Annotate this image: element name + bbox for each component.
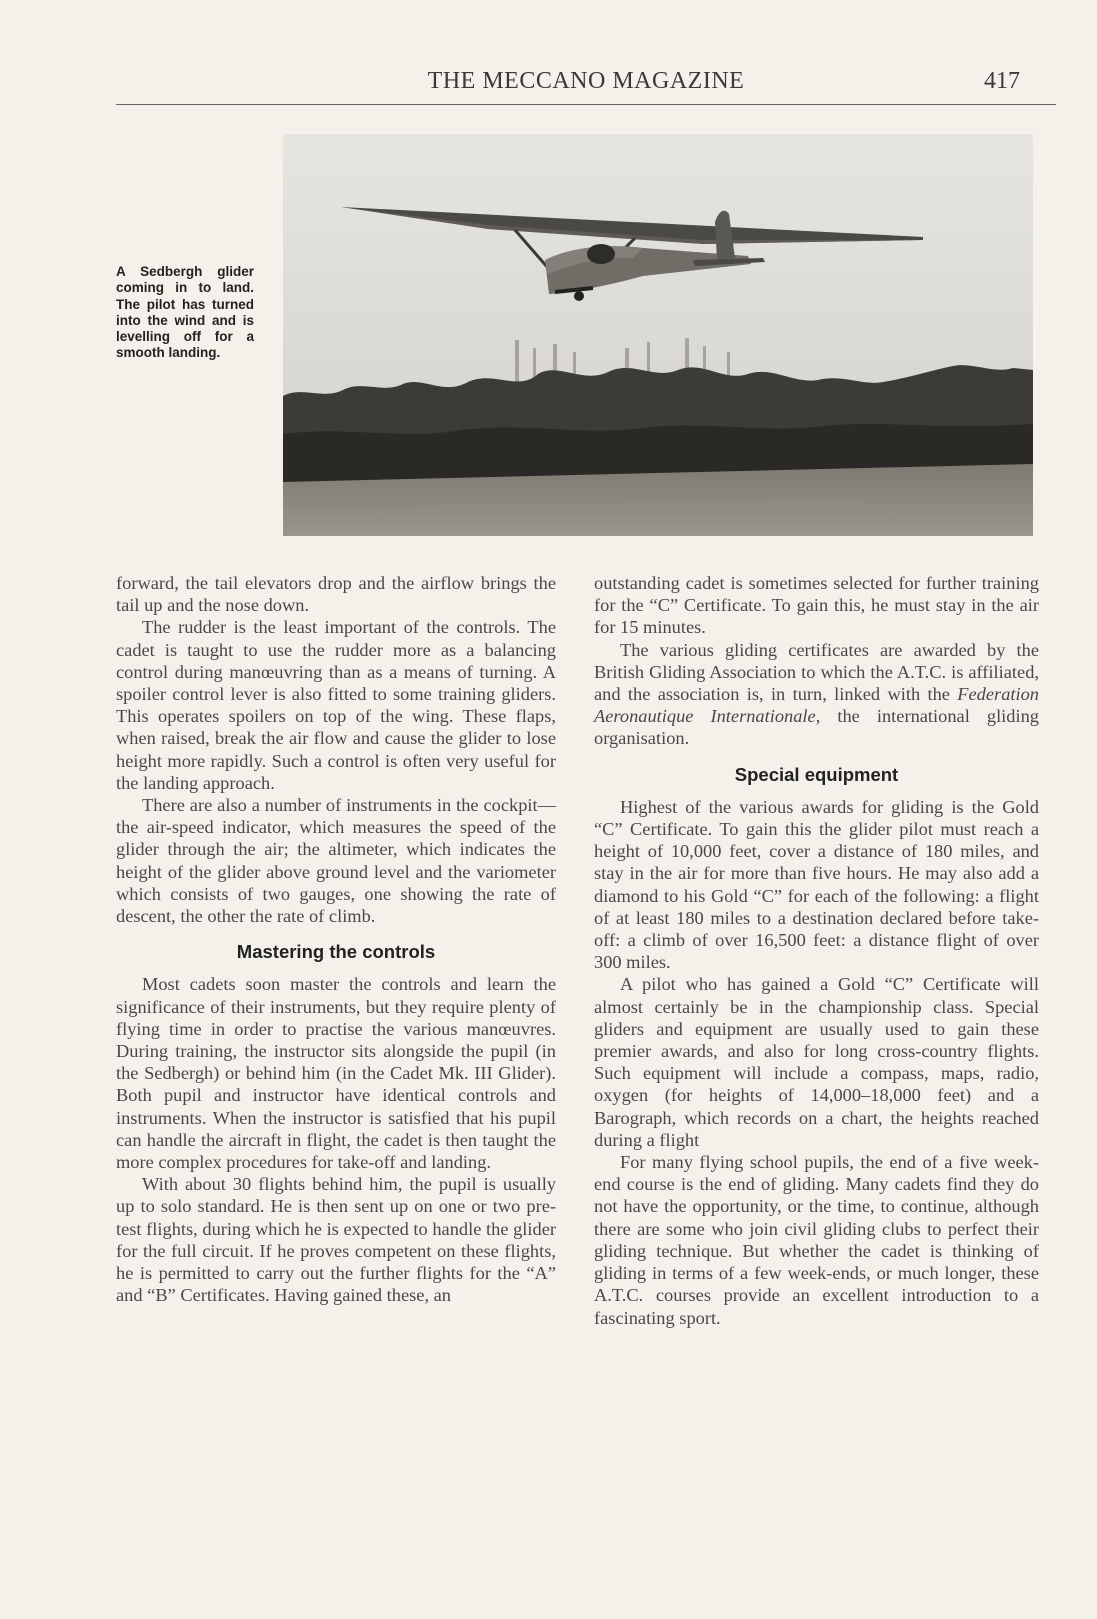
paragraph [594,639,1039,750]
left-column [116,572,556,1307]
paragraph: outstanding cadet is sometimes selected for further training for the “C” Certificate. To gain this, he must stay in the air for 15 minutes. [594,573,1039,638]
paragraph: There are also a number of instruments in the cockpit—the air-speed indicator, which measures the speed of the glider through the air; the altimeter, which indicates the height of the glider above ground level and the variometer which consists of two gauges, one showing the rate of descent, the other the rate of climb. [116,795,556,927]
italic-organisation-name: Federation Aeronautique Internationale [594,684,1039,727]
paragraph: Most cadets soon master the controls and learn the significance of their instruments, but they require plenty of flying time in order to practise the various manœuvres. During training, the instructor sits alongside the pupil (in the Sedbergh) or behind him (in the Cadet Mk. III Glider). Both pupil and instructor have identical controls and instruments. When the instructor is satisfied that his pupil can handle the aircraft in flight, the cadet is then taught the more complex procedures for take-off and landing. [116,974,556,1173]
page-header [116,64,1056,105]
glider-photo-image [283,134,1033,536]
page-number: 417 [984,68,1020,94]
paragraph: The rudder is the least important of the controls. The cadet is taught to use the rudder more as a balancing control during manœuvring than as a means of turning. A spoiler control lever is also fitted to some training gliders. This operates spoilers on top of the wing. These flaps, when raised, break the air flow and cause the glider to lose height more rapidly. Such a control is often very useful for the landing approach. [116,617,556,793]
right-column [594,572,1039,1329]
section-heading: Special equipment [734,763,899,785]
paragraph: For many flying school pupils, the end of a five week-end course is the end of gliding. Many cadets find they do not have the opportunity, or the time, to continue, although there are some who join civil gliding clubs to perfect their gliding technique. But whether the cadet is thinking of gliding in terms of a few week-ends, or much longer, these A.T.C. courses provide an excellent introduction to a fascinating sport. [594,1152,1039,1328]
paragraph: With about 30 flights behind him, the pupil is usually up to solo standard. He is then sent up on one or two pre-test flights, during which he is expected to handle the glider for the full circuit. If he proves competent on these flights, he is permitted to carry out the further flights for the “A” and “B” Certificates. Having gained these, an [116,1174,556,1306]
paragraph-text: , the international gliding organisation. [594,706,1039,749]
paragraph-text: The various gliding certificates are awarded by the British Gliding Association to which the A.T.C. is affiliated, and the association is, in turn, linked with the [594,639,1039,705]
paragraph: A pilot who has gained a Gold “C” Certificate will almost certainly be in the championship class. Special gliders and equipment are usually used to gain these premier awards, and also for long cross-country flights. Such equipment will include a compass, maps, radio, oxygen (for heights of 14,000–18,000 feet) and a Barograph, which records on a chart, the heights reached during a flight [594,974,1039,1150]
section-heading: Mastering the controls [236,941,436,963]
glider-photo [283,134,1033,536]
photo-caption: A Sedbergh glider coming in to land. The pilot has turned into the wind and is levelling off for a smooth landing. [116,264,254,361]
paragraph: forward, the tail elevators drop and the airflow brings the tail up and the nose down. [116,573,556,616]
paragraph: Highest of the various awards for gliding is the Gold “C” Certificate. To gain this the glider pilot must reach a height of 10,000 feet, cover a distance of 180 miles, and stay in the air for more than five hours. He may also add a diamond to his Gold “C” for each of the following: a flight of at least 180 miles to a destination declared before take-off: a climb of over 16,500 feet: a distance flight of over 300 miles. [594,796,1039,973]
magazine-title: THE MECCANO MAGAZINE [427,68,745,94]
